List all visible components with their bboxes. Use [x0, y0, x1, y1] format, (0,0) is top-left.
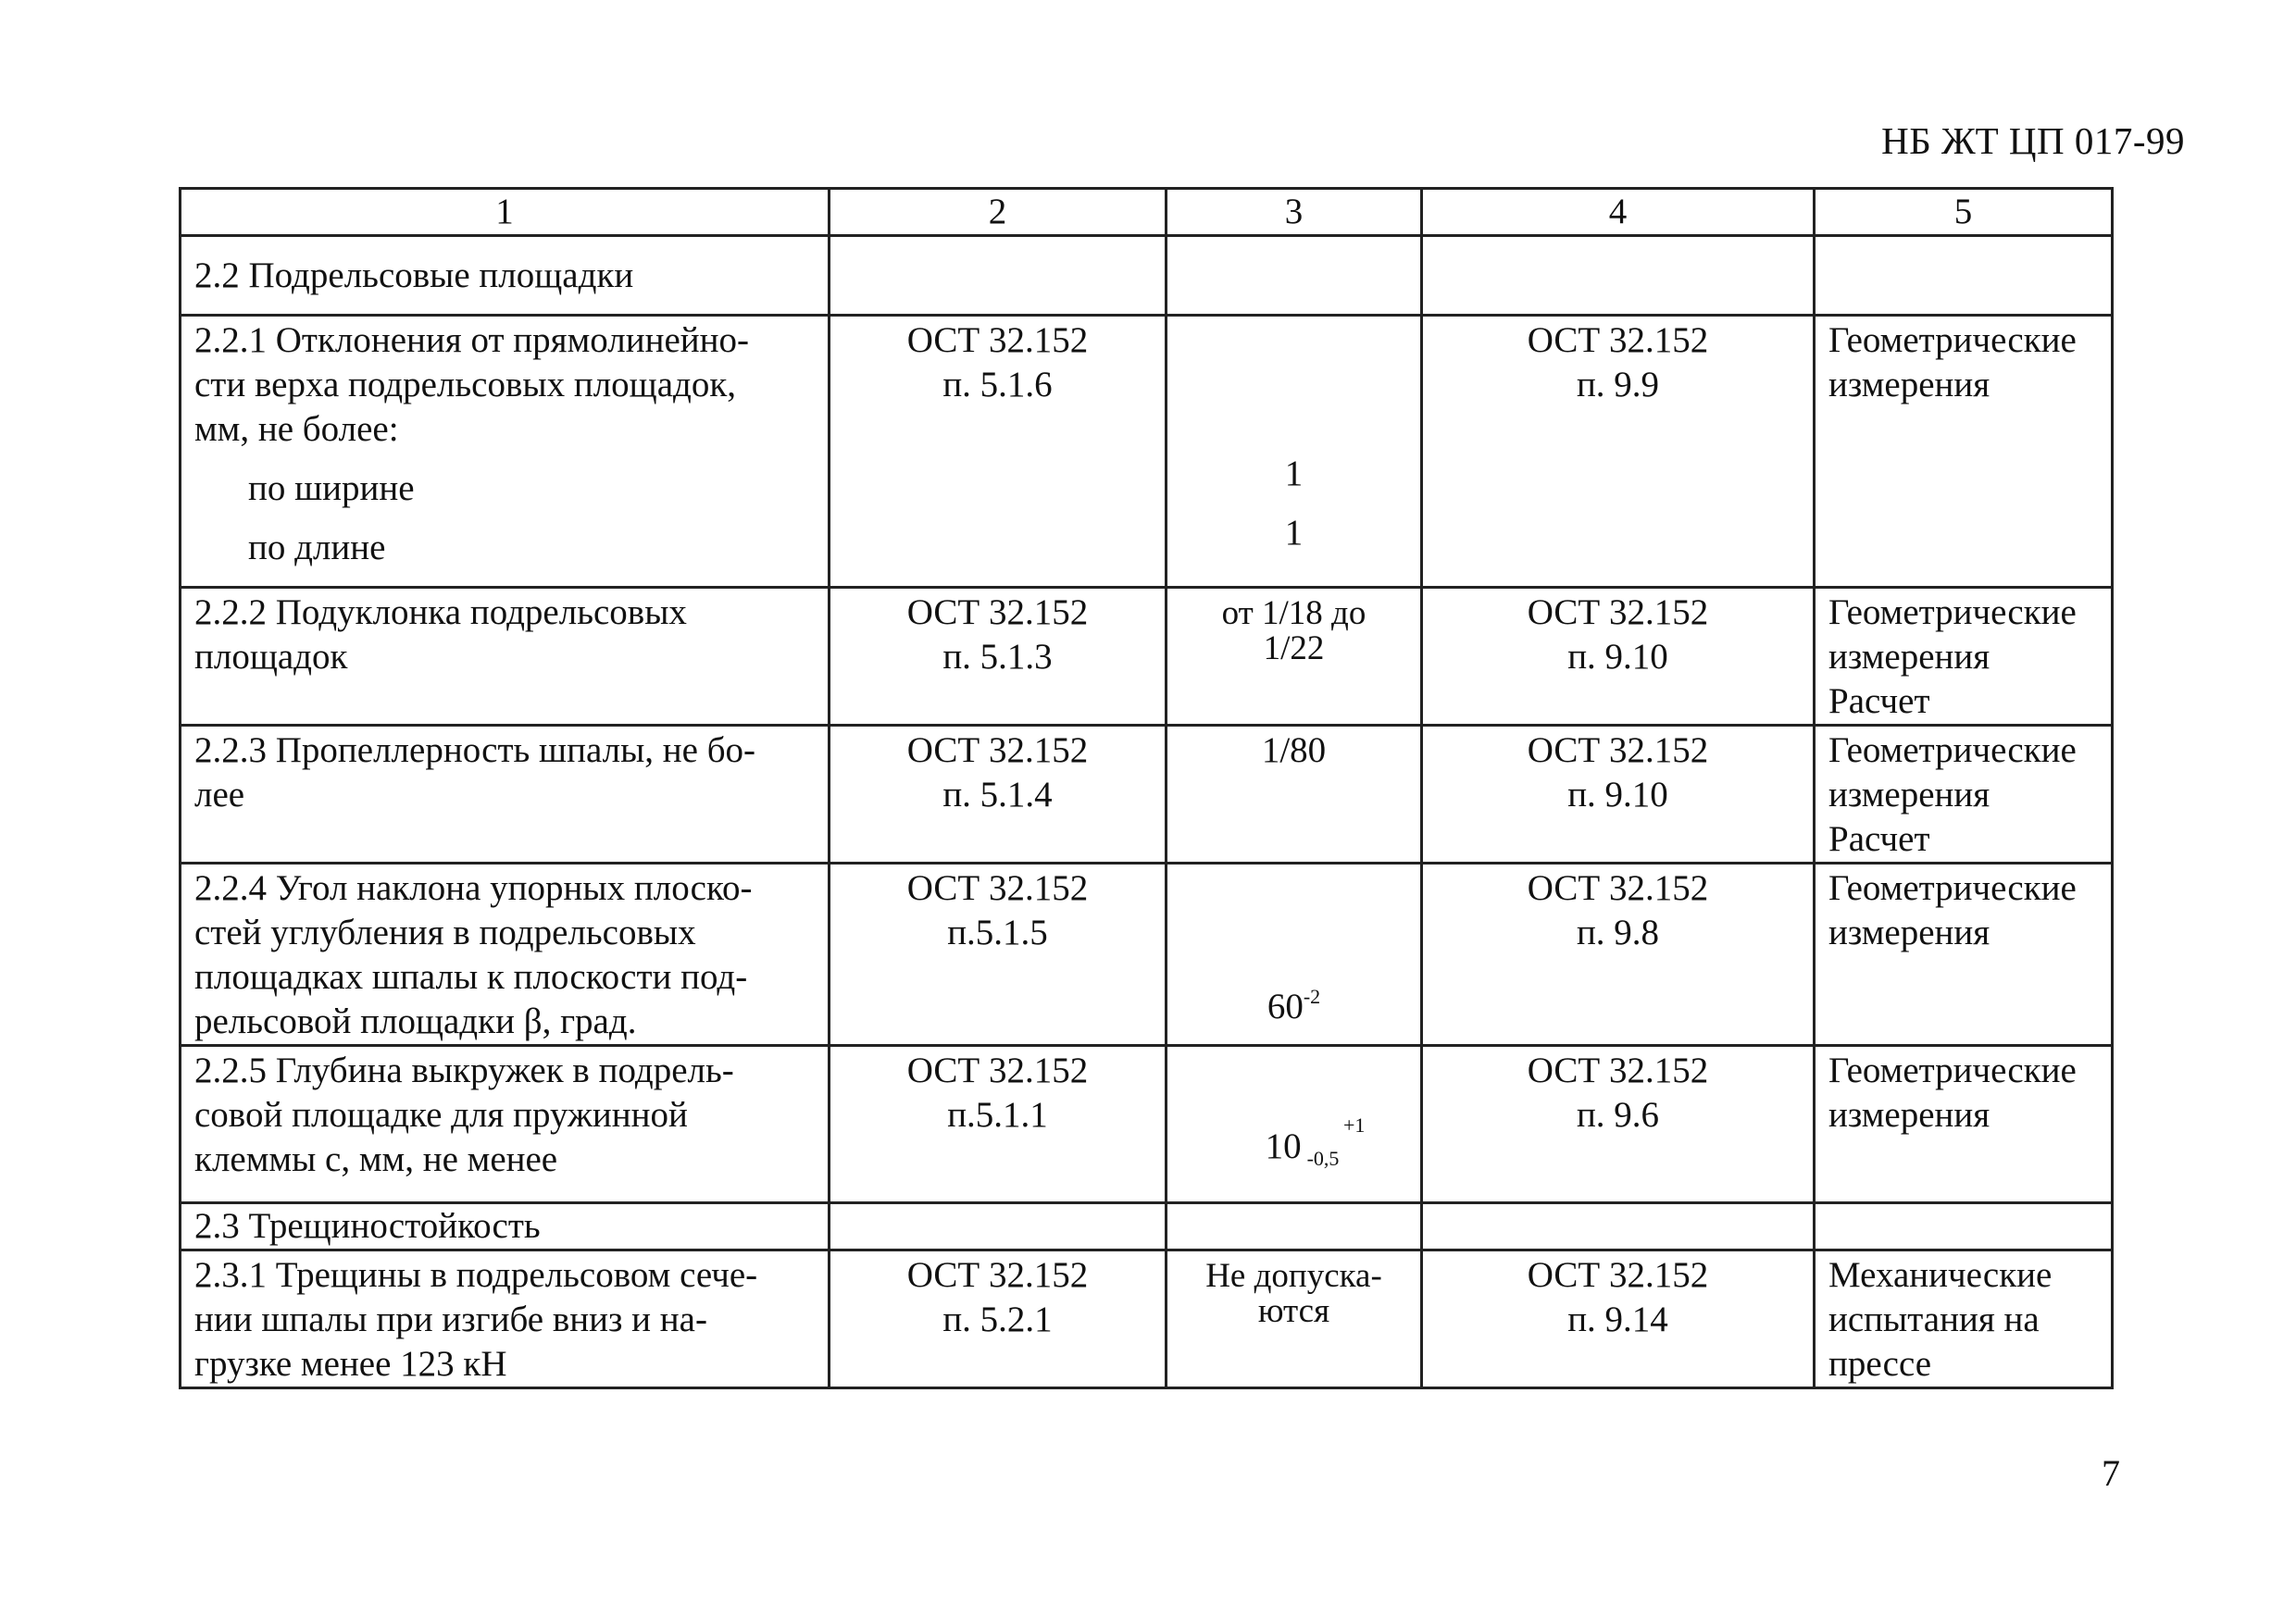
requirement-text	[181, 316, 830, 588]
control-method	[1815, 1046, 2113, 1203]
text-line: клеммы с, мм, не менее	[194, 1139, 558, 1179]
text-line: ОСТ 32.152	[1527, 868, 1709, 908]
text-line: п. 9.14	[1567, 1300, 1668, 1339]
text-line: 1/22	[1263, 629, 1325, 667]
text-line: ОСТ 32.152	[906, 730, 1089, 770]
standard-reference	[830, 1250, 1167, 1388]
text-line: 2.2.4 Угол наклона упорных плоско-	[194, 868, 753, 908]
text-line: п. 5.1.3	[942, 637, 1053, 677]
text-line: Геометрические	[1828, 1051, 2077, 1090]
text-line: сти верха подрельсовых площадок,	[194, 365, 737, 404]
text-line: измерения	[1828, 1095, 1990, 1135]
standard-reference	[830, 1046, 1167, 1203]
angle-number: 60	[1267, 987, 1304, 1026]
empty-cell	[1815, 1203, 2113, 1250]
table-row-2-2-3	[181, 726, 2113, 864]
method-reference	[1422, 316, 1815, 588]
method-reference	[1422, 1046, 1815, 1203]
text-line: ОСТ 32.152	[906, 1051, 1089, 1090]
requirement-text	[181, 726, 830, 864]
text-line: ОСТ 32.152	[906, 592, 1089, 632]
column-number-1: 1	[181, 189, 830, 236]
text-line: п. 9.10	[1567, 637, 1668, 677]
norm-value	[1167, 726, 1422, 864]
text-line: Расчет	[1828, 819, 1930, 859]
sub-item: по ширине	[248, 468, 415, 508]
control-method	[1815, 316, 2113, 588]
control-method	[1815, 864, 2113, 1046]
method-reference	[1422, 588, 1815, 726]
requirement-text	[181, 1250, 830, 1388]
text-line: п.5.1.1	[947, 1095, 1048, 1135]
standard-reference	[830, 864, 1167, 1046]
method-reference	[1422, 1250, 1815, 1388]
text-line: п. 9.8	[1576, 913, 1660, 952]
text-line: 2.2.1 Отклонения от прямолинейно-	[194, 320, 749, 360]
section-row-2-2	[181, 236, 2113, 316]
column-number-row	[181, 189, 2113, 236]
text-line: рельсовой площадки β, град.	[194, 1001, 637, 1041]
text-line: 2.3.1 Трещины в подрельсовом сече-	[194, 1255, 758, 1295]
norm-value	[1167, 316, 1422, 588]
empty-cell	[830, 236, 1167, 316]
empty-cell	[1167, 236, 1422, 316]
table-row-2-3-1	[181, 1250, 2113, 1388]
column-number-2: 2	[830, 189, 1167, 236]
text-line: площадок	[194, 637, 348, 677]
text-line: ОСТ 32.152	[1527, 730, 1709, 770]
text-line: от 1/18 до	[1221, 594, 1366, 632]
empty-cell	[1422, 236, 1815, 316]
table-row-2-2-4	[181, 864, 2113, 1046]
empty-cell	[1167, 1203, 1422, 1250]
text-line: Расчет	[1828, 681, 1930, 721]
standard-reference	[830, 726, 1167, 864]
text-line: ОСТ 32.152	[906, 320, 1089, 360]
upper-tolerance: +1	[1342, 1113, 1366, 1137]
text-line: грузке менее 123 кН	[194, 1344, 507, 1384]
text-line: площадках шпалы к плоскости под-	[194, 957, 748, 997]
text-line: п. 5.1.4	[942, 775, 1053, 815]
text-line: ОСТ 32.152	[1527, 1255, 1709, 1295]
norm-value	[1167, 1250, 1422, 1388]
text-line: ОСТ 32.152	[906, 1255, 1089, 1295]
text-line: 2.2.3 Пропеллерность шпалы, не бо-	[194, 730, 756, 770]
text-line: 2.2.2 Подуклонка подрельсовых	[194, 592, 687, 632]
norm-value	[1167, 864, 1422, 1046]
requirement-text	[181, 1046, 830, 1203]
method-reference	[1422, 864, 1815, 1046]
text-line: Механические	[1828, 1255, 2053, 1295]
depth-number: 10	[1265, 1126, 1302, 1166]
text-line: п. 5.2.1	[942, 1300, 1053, 1339]
column-number-4: 4	[1422, 189, 1815, 236]
column-number-3: 3	[1167, 189, 1422, 236]
text-line: измерения	[1828, 913, 1990, 952]
text-line: п. 9.9	[1576, 365, 1660, 404]
text-line: п.5.1.5	[947, 913, 1048, 952]
text-line: ОСТ 32.152	[1527, 1051, 1709, 1090]
text-line: прессе	[1828, 1344, 1932, 1384]
table-row-2-2-5	[181, 1046, 2113, 1203]
column-number-5: 5	[1815, 189, 2113, 236]
document-code: НБ ЖТ ЦП 017-99	[1881, 119, 2185, 162]
norm-value	[1167, 1046, 1422, 1203]
text-line: измерения	[1828, 775, 1990, 815]
text-line: ОСТ 32.152	[1527, 320, 1709, 360]
section-title: 2.3 Трещиностойкость	[181, 1203, 830, 1250]
control-method	[1815, 726, 2113, 864]
text-line: Геометрические	[1828, 730, 2077, 770]
text-line: 1/80	[1261, 730, 1327, 770]
standard-reference	[830, 316, 1167, 588]
standard-reference	[830, 588, 1167, 726]
sub-item: по длине	[248, 528, 386, 567]
text-line: п. 9.10	[1567, 775, 1668, 815]
section-title: 2.2 Подрельсовые площадки	[181, 236, 830, 316]
text-line: ОСТ 32.152	[906, 868, 1089, 908]
empty-cell	[830, 1203, 1167, 1250]
requirement-text	[181, 588, 830, 726]
text-line: ОСТ 32.152	[1527, 592, 1709, 632]
text-line: измерения	[1828, 637, 1990, 677]
requirements-table	[179, 187, 2114, 1389]
empty-cell	[1422, 1203, 1815, 1250]
text-line: стей углубления в подрельсовых	[194, 913, 696, 952]
requirement-text	[181, 864, 830, 1046]
depth-value	[1265, 1113, 1366, 1174]
method-reference	[1422, 726, 1815, 864]
control-method	[1815, 1250, 2113, 1388]
empty-cell	[1815, 236, 2113, 316]
table-row-2-2-2	[181, 588, 2113, 726]
lower-tolerance: -0,5	[1306, 1147, 1340, 1170]
text-line: мм, не более:	[194, 409, 399, 449]
control-method	[1815, 588, 2113, 726]
text-line: испытания на	[1828, 1300, 2040, 1339]
text-line: совой площадке для пружинной	[194, 1095, 688, 1135]
text-line: ются	[1257, 1292, 1330, 1330]
text-line: 1	[1284, 513, 1304, 553]
table-row-2-2-1	[181, 316, 2113, 588]
text-line: п. 9.6	[1576, 1095, 1660, 1135]
text-line: Геометрические	[1828, 592, 2077, 632]
text-line: Геометрические	[1828, 320, 2077, 360]
text-line: измерения	[1828, 365, 1990, 404]
text-line: Не допуска-	[1205, 1257, 1382, 1295]
angle-value	[1180, 985, 1407, 1034]
text-line: нии шпалы при изгибе вниз и на-	[194, 1300, 707, 1339]
angle-tolerance: -2	[1303, 985, 1321, 1008]
text-line: 1	[1284, 454, 1304, 493]
section-row-2-3	[181, 1203, 2113, 1250]
page-number: 7	[2102, 1452, 2120, 1494]
norm-value	[1167, 588, 1422, 726]
text-line: Геометрические	[1828, 868, 2077, 908]
text-line: п. 5.1.6	[942, 365, 1053, 404]
text-line: 2.2.5 Глубина выкружек в подрель-	[194, 1051, 734, 1090]
text-line: лее	[194, 775, 245, 815]
